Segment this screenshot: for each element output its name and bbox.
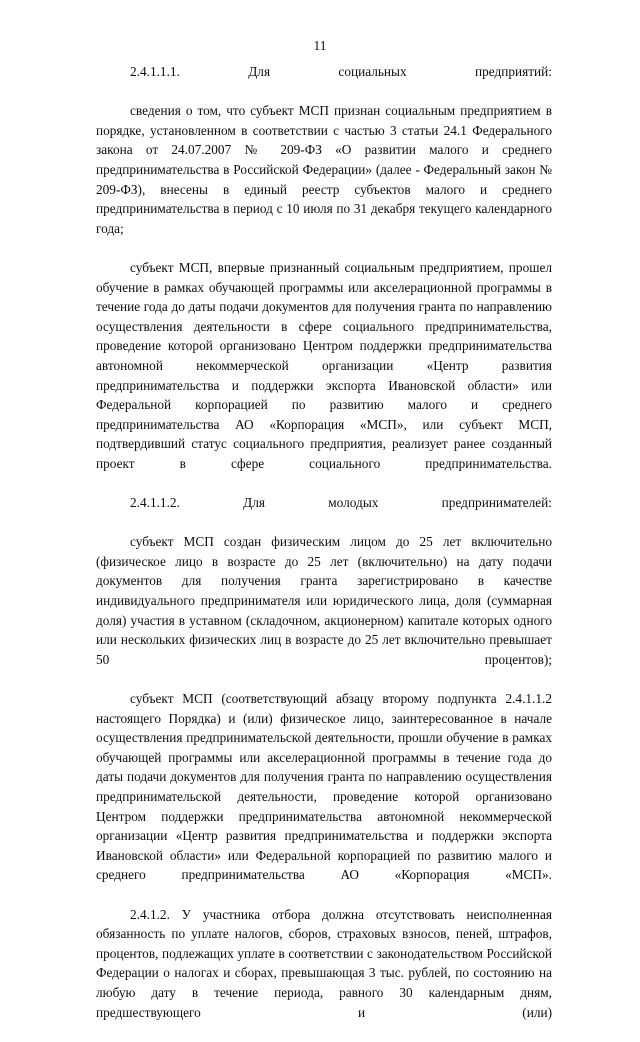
- paragraph: 2.4.1.1.2. Для молодых предпринимателей:: [130, 495, 552, 511]
- paragraph: субъект МСП, впервые признанный социальным предприятием, прошел обучение в рамках обучающей программы или акселерационной программы в течение года до даты подачи документов для получения гранта по направлению осуществления деятельности в сфере социального предпринимательства, проведение которой организовано Центром поддержки предпринимательства автономной некоммерческой организации «Центр развития предпринимательства и поддержки экспорта Ивановской области» или Федеральной корпорацией по развитию малого и среднего предпринимательства АО «Корпорация «МСП», или субъект МСП, подтвердивший статус социального предприятия, реализует ранее созданный проект в сфере социального предпринимательства.: [96, 259, 552, 471]
- paragraph: 2.4.1.2. У участника отбора должна отсутствовать неисполненная обязанность по уплате налогов, сборов, страховых взносов, пеней, штрафов, процентов, подлежащих уплате в соответствии с законодательством Российской Федерации о налогах и сборах, превышающая 3 тыс. рублей, по состоянию на любую дату в течение периода, равного 30 календарным дням, предшествующего и (или): [96, 906, 552, 1020]
- document-body: [96, 62, 552, 1042]
- paragraph: сведения о том, что субъект МСП признан социальным предприятием в порядке, установленном в соответствии с частью 3 статьи 24.1 Федерального закона от 24.07.2007 № 209-ФЗ «О развитии малого и среднего предпринимательства в Российской Федерации» (далее - Федеральный закон № 209-ФЗ), внесены в единый реестр субъектов малого и среднего предпринимательства в период с 10 июля по 31 декабря текущего календарного года;: [96, 103, 552, 236]
- paragraph: субъект МСП создан физическим лицом до 25 лет включительно (физическое лицо в возрасте до 25 лет (включительно) на дату подачи документов для получения гранта зарегистрировано в качестве индивидуального предпринимателя или юридического лица, доля (суммарная доля) участия в уставном (складочном, акционерном) капитале которых одного или нескольких физических лиц в возрасте до 25 лет включительно превышает 50 процентов);: [96, 534, 552, 667]
- page-number: 11: [313, 38, 327, 53]
- paragraph: субъект МСП (соответствующий абзацу второму подпункта 2.4.1.1.2 настоящего Порядка) и (или) физическое лицо, заинтересованное в начале осуществления предпринимательской деятельности, прошли обучение в рамках обучающей программы или акселерационной программы в течение года до даты подачи документов для получения гранта по направлению осуществления предпринимательской деятельности, проведение которой организовано Центром поддержки предпринимательства автономной некоммерческой организации «Центр развития предпринимательства и поддержки экспорта Ивановской области» или Федеральной корпорацией по развитию малого и среднего предпринимательства АО «Корпорация «МСП».: [96, 691, 552, 883]
- paragraph: 2.4.1.1.1. Для социальных предприятий:: [130, 64, 552, 79]
